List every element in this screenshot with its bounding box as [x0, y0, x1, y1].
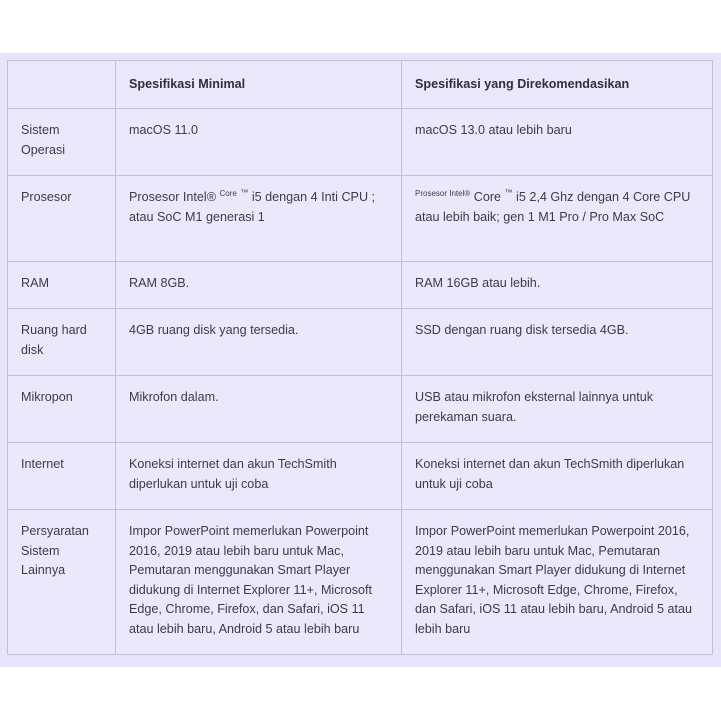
processor-rec-post: i5 2,4 Ghz dengan 4 Core CPU atau lebih baik; gen 1 M1 Pro / Pro Max SoC: [415, 190, 691, 224]
table-row: [8, 443, 713, 510]
table-row: [8, 262, 713, 309]
row-label: RAM: [8, 262, 116, 309]
cell-recommended: Impor PowerPoint memerlukan Powerpoint 2016, 2019 atau lebih baru untuk Mac, Pemutaran menggunakan Smart Player didukung di Internet Explorer 11+, Microsoft Edge, Chrome, Firefox, dan Safari, iOS 11 atau lebih baru, Android 5 atau lebih baru: [402, 510, 713, 655]
table-header-row: [8, 61, 713, 109]
cell-minimal: Impor PowerPoint memerlukan Powerpoint 2016, 2019 atau lebih baru untuk Mac, Pemutaran menggunakan Smart Player didukung di Internet Explorer 11+, Microsoft Edge, Chrome, Firefox, dan Safari, iOS 11 atau lebih baru, Android 5 atau lebih baru: [116, 510, 402, 655]
row-label: Internet: [8, 443, 116, 510]
cell-minimal: macOS 11.0: [116, 109, 402, 176]
trademark-symbol: ™: [504, 188, 513, 197]
header-empty: [8, 61, 116, 109]
processor-rec-mid: Core: [473, 190, 502, 204]
row-label: Mikropon: [8, 376, 116, 443]
table-row: [8, 510, 713, 655]
cell-minimal: Mikrofon dalam.: [116, 376, 402, 443]
cell-minimal: Koneksi internet dan akun TechSmith diperlukan untuk uji coba: [116, 443, 402, 510]
processor-min-pre: Prosesor Intel®: [129, 190, 216, 204]
cell-minimal: RAM 8GB.: [116, 262, 402, 309]
cell-minimal: 4GB ruang disk yang tersedia.: [116, 309, 402, 376]
cell-recommended: Koneksi internet dan akun TechSmith diperlukan untuk uji coba: [402, 443, 713, 510]
row-label: Persyaratan Sistem Lainnya: [8, 510, 116, 655]
cell-recommended: RAM 16GB atau lebih.: [402, 262, 713, 309]
processor-rec-sup: Prosesor Intel®: [415, 189, 471, 198]
processor-min-sup: Core: [219, 189, 237, 198]
row-label: Prosesor: [8, 176, 116, 262]
cell-recommended: SSD dengan ruang disk tersedia 4GB.: [402, 309, 713, 376]
cell-recommended: [402, 176, 713, 262]
header-recommended: Spesifikasi yang Direkomendasikan: [402, 61, 713, 109]
cell-minimal: [116, 176, 402, 262]
spec-table: [7, 60, 713, 655]
trademark-symbol: ™: [240, 188, 249, 197]
table-row: [8, 376, 713, 443]
row-label: Sistem Operasi: [8, 109, 116, 176]
table-row: [8, 176, 713, 262]
cell-recommended: USB atau mikrofon eksternal lainnya untuk perekaman suara.: [402, 376, 713, 443]
processor-min-post: i5 dengan 4 Inti CPU ; atau SoC M1 generasi 1: [129, 190, 376, 224]
row-label: Ruang hard disk: [8, 309, 116, 376]
cell-recommended: macOS 13.0 atau lebih baru: [402, 109, 713, 176]
table-row: [8, 109, 713, 176]
table-row: [8, 309, 713, 376]
header-minimal: Spesifikasi Minimal: [116, 61, 402, 109]
